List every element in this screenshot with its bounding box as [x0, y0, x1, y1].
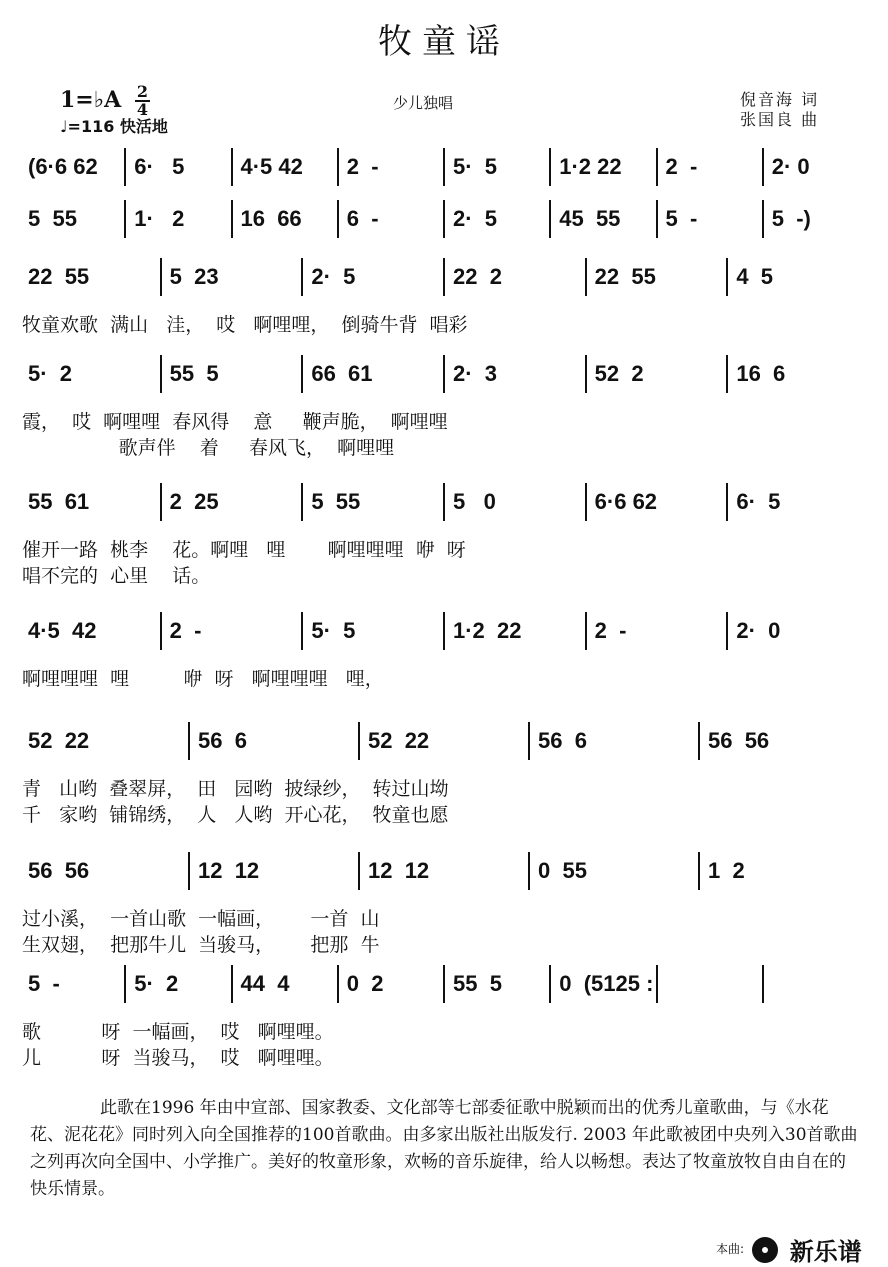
measure: 22 55	[28, 264, 90, 289]
time-signature	[135, 84, 150, 118]
lyric-text: 过小溪， 一首山歌 一幅画， 一首 山	[22, 908, 380, 930]
measure: 5· 2	[28, 361, 73, 386]
measure: 0 55	[538, 858, 587, 883]
bar-line	[698, 852, 700, 890]
bar-line	[337, 965, 339, 1003]
measure: (6·6 62	[28, 154, 98, 179]
bar-line	[528, 852, 530, 890]
measure: 56 6	[538, 728, 587, 753]
bar-line	[160, 483, 162, 521]
measure: 1 2	[708, 858, 745, 883]
notation-line	[22, 483, 872, 521]
measure: 4·5 42	[240, 154, 303, 179]
logo-prefix: 本曲:	[716, 1242, 745, 1256]
song-title: 牧童谣	[378, 22, 510, 62]
tempo-marking: ♩=116 快活地	[60, 117, 168, 136]
notation-line	[22, 148, 872, 186]
bar-line	[549, 965, 551, 1003]
measure: 4 5	[736, 264, 774, 289]
key-label: 1=♭A	[60, 87, 122, 113]
score-row	[22, 852, 872, 956]
measure: 2· 5	[453, 206, 498, 231]
measure: 6·6 62	[594, 489, 658, 514]
bar-line	[528, 722, 530, 760]
lyric-text: 唱不完的 心里 话。	[22, 565, 211, 587]
bar-line	[443, 355, 445, 393]
lyric-line	[22, 433, 872, 459]
measure: 6· 5	[736, 489, 781, 514]
measure: 5 23	[169, 264, 219, 289]
bar-line	[188, 852, 190, 890]
measure: 2· 0	[736, 618, 781, 643]
bar-line	[443, 258, 445, 296]
bar-line	[726, 612, 728, 650]
measure: 5 55	[311, 489, 361, 514]
score-row	[22, 483, 872, 587]
bar-line	[698, 722, 700, 760]
bar-line	[443, 612, 445, 650]
measure: 52 22	[28, 728, 90, 753]
lyric-text: 儿 呀 当骏马， 哎 啊哩哩。	[22, 1047, 334, 1069]
measure: 5 -	[665, 206, 698, 231]
key-signature	[60, 84, 150, 118]
measure: 1·2 22	[559, 154, 622, 179]
bar-line	[301, 483, 303, 521]
bar-line	[301, 258, 303, 296]
measure: 6 -	[346, 206, 379, 231]
notation-line	[22, 355, 872, 393]
bar-line	[160, 612, 162, 650]
credits	[740, 90, 819, 130]
measure: 56 56	[708, 728, 770, 753]
notation-line	[22, 852, 872, 890]
measure: 5 0	[453, 489, 496, 514]
measure: 6· 5	[134, 154, 185, 179]
measure: 56 6	[198, 728, 247, 753]
notation-line	[22, 722, 872, 760]
bar-line	[160, 258, 162, 296]
bar-line	[656, 148, 658, 186]
bar-line	[358, 722, 360, 760]
notation-line	[22, 200, 872, 238]
measure: 0 2	[346, 971, 384, 996]
lyric-line	[22, 664, 872, 690]
bar-line	[762, 965, 764, 1003]
lyric-text: 青 山哟 叠翠屏， 田 园哟 披绿纱， 转过山坳	[22, 778, 449, 800]
measure: 5· 5	[453, 154, 498, 179]
bar-line	[337, 200, 339, 238]
bar-line	[549, 200, 551, 238]
bar-line	[337, 148, 339, 186]
bar-line	[726, 483, 728, 521]
measure: 2· 0	[771, 154, 810, 179]
measure: 0 (5125 :	[559, 971, 654, 996]
bar-line	[124, 965, 126, 1003]
lyric-text: 霞， 哎 啊哩哩 春风得 意 鞭声脆， 啊哩哩	[22, 411, 448, 433]
bar-line	[231, 200, 233, 238]
measure: 2 -	[346, 154, 379, 179]
bar-line	[549, 148, 551, 186]
measure: 2· 3	[453, 361, 498, 386]
measure: 44 4	[240, 971, 290, 996]
lyric-text: 千 家哟 铺锦绣， 人 人哟 开心花， 牧童也愿	[22, 804, 449, 826]
bar-line	[762, 200, 764, 238]
measure: 56 56	[28, 858, 90, 883]
lyric-text: 牧童欢歌 满山 洼， 哎 啊哩哩， 倒骑牛背 唱彩	[22, 314, 468, 336]
bar-line	[443, 200, 445, 238]
measure: 22 55	[594, 264, 656, 289]
notation-line	[22, 612, 872, 650]
score-row	[22, 355, 872, 459]
bar-line	[124, 148, 126, 186]
bar-line	[585, 258, 587, 296]
lyric-line	[22, 407, 872, 433]
measure: 16 6	[736, 361, 786, 386]
song-description: 此歌在1996 年由中宣部、国家教委、文化部等七部委征歌中脱颖而出的优秀儿童歌曲，与《水花花、泥花花》同时列入向全国推荐的100首歌曲。由多家出版社出版发行. 2003 年此歌被团中央列入30首歌曲之列再次向全国中、小学推广。美好的牧童形象，欢畅的音乐旋律，给人以畅想。表达了牧童放牧自由自在的快乐情景。	[30, 1098, 858, 1199]
score-row	[22, 258, 872, 336]
bar-line	[160, 355, 162, 393]
measure: 2 25	[169, 489, 219, 514]
performance-type: 少儿独唱	[393, 94, 454, 112]
composer: 张国良 曲	[740, 110, 820, 129]
lyric-line	[22, 561, 872, 587]
bar-line	[585, 355, 587, 393]
score-row	[22, 722, 872, 826]
bar-line	[443, 483, 445, 521]
measure: 55 5	[169, 361, 219, 386]
measure: 5· 5	[311, 618, 356, 643]
lyric-text: 生双翅， 把那牛儿 当骏马， 把那 牛	[22, 934, 380, 956]
logo-text: 新乐谱	[789, 1238, 862, 1266]
lyric-line	[22, 800, 872, 826]
measure: 2· 5	[311, 264, 356, 289]
bar-line	[656, 200, 658, 238]
measure: 12 12	[198, 858, 260, 883]
measure: 45 55	[559, 206, 621, 231]
bar-line	[726, 355, 728, 393]
bar-line	[188, 722, 190, 760]
bar-line	[585, 612, 587, 650]
bar-line	[585, 483, 587, 521]
measure: 52 22	[368, 728, 430, 753]
lyric-text: 催开一路 桃李 花。啊哩 哩 啊哩哩哩 咿 呀	[22, 539, 466, 561]
bar-line	[124, 200, 126, 238]
measure: 5 55	[28, 206, 77, 231]
measure: 5 -)	[771, 206, 811, 231]
music-disc-icon	[752, 1237, 778, 1263]
measure: 2 -	[169, 618, 202, 643]
lyric-text: 歌 呀 一幅画， 哎 啊哩哩。	[22, 1021, 334, 1043]
lyric-line	[22, 310, 872, 336]
score-row	[22, 612, 872, 690]
measure: 52 2	[594, 361, 644, 386]
measure: 12 12	[368, 858, 430, 883]
measure: 5 -	[28, 971, 60, 996]
measure: 66 61	[311, 361, 373, 386]
measure: 1·2 22	[453, 618, 522, 643]
measure: 4·5 42	[28, 618, 97, 643]
bar-line	[443, 148, 445, 186]
bar-line	[762, 148, 764, 186]
lyric-text: 啊哩哩哩 哩 咿 呀 啊哩哩哩 哩，	[22, 668, 384, 690]
measure: 2 -	[665, 154, 698, 179]
publisher-logo	[716, 1232, 862, 1267]
lyric-line	[22, 930, 872, 956]
measure: 22 2	[453, 264, 502, 289]
bar-line	[726, 258, 728, 296]
lyric-line	[22, 1017, 872, 1043]
bar-line	[656, 965, 658, 1003]
bar-line	[301, 612, 303, 650]
lyricist: 倪音海 词	[740, 90, 820, 109]
lyric-line	[22, 535, 872, 561]
measure: 1· 2	[134, 206, 185, 231]
score-row	[22, 965, 872, 1069]
time-signature-numerator: 2	[136, 82, 148, 101]
score-row	[22, 200, 872, 238]
score-row	[22, 148, 872, 186]
bar-line	[301, 355, 303, 393]
lyric-line	[22, 1043, 872, 1069]
notation-line	[22, 965, 872, 1003]
bar-line	[443, 965, 445, 1003]
bar-line	[231, 965, 233, 1003]
measure: 55 5	[453, 971, 502, 996]
lyric-line	[22, 774, 872, 800]
measure: 5· 2	[134, 971, 179, 996]
lyric-line	[22, 904, 872, 930]
measure: 16 66	[240, 206, 302, 231]
bar-line	[231, 148, 233, 186]
lyric-text: 歌声伴 着 春风飞， 啊哩哩	[22, 437, 395, 459]
measure: 2 -	[594, 618, 627, 643]
time-signature-denominator: 4	[136, 100, 148, 119]
notation-line	[22, 258, 872, 296]
measure: 55 61	[28, 489, 90, 514]
bar-line	[358, 852, 360, 890]
